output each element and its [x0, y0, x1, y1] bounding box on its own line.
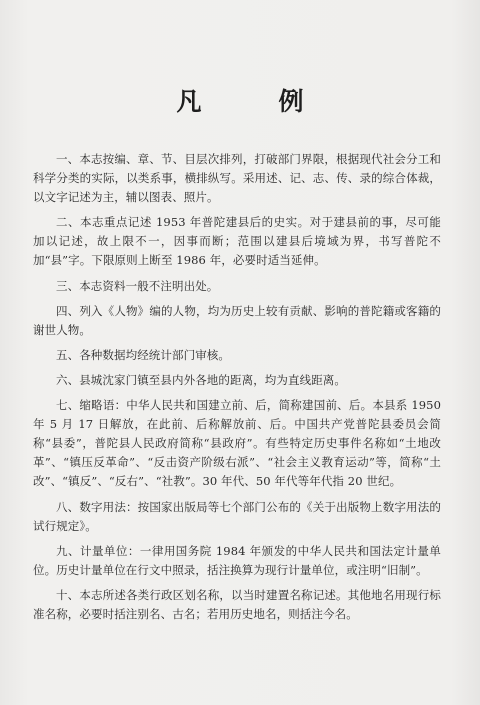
paragraph-6: 六、县城沈家门镇至县内外各地的距离，均为直线距离。 [56, 372, 346, 387]
paragraph-5: 五、各种数据均经统计部门审核。 [56, 347, 230, 362]
paragraph-3: 三、本志资料一般不注明出处。 [56, 278, 219, 293]
page-title: 凡 例 [176, 87, 330, 116]
paragraph-9: 九、计量单位：一律用国务院 1984 年颁发的中华人民共和国法定计量单位。历史计量单位在行文中照录，括注换算为现行计量单位，或注明“旧制”。 [33, 543, 441, 577]
paragraph-4: 四、列入《人物》编的人物，均为历史上较有贡献、影响的普陀籍或客籍的谢世人物。 [33, 303, 441, 337]
paragraph-7: 七、缩略语：中华人民共和国建立前、后，简称建国前、后。本县系 1950 年 5 月 17 日解放，在此前、后称解放前、后。中国共产党普陀县委员会简称“县委”，普陀县人民政府简称“县政府”。有些特定历史事件名称如“土地改革”、“镇压反革命”、“反击资产阶级右派”、“社会主义教育运动”等，简称“土改”、“镇反”、“反右”、“社教”。30 年代、50 年代等年代指 20 世纪。 [33, 398, 441, 489]
document-body [33, 150, 441, 630]
paragraph-8: 八、数字用法：按国家出版局等七个部门公布的《关于出版物上数字用法的试行规定》。 [33, 499, 441, 533]
paragraph-1: 一、本志按编、章、节、目层次排列，打破部门界限，根据现代社会分工和科学分类的实际，以类系事，横排纵写。采用述、记、志、传、录的综合体裁，以文字记述为主，辅以图表、照片。 [33, 152, 441, 205]
paragraph-10: 十、本志所述各类行政区划名称，以当时建置名称记述。其他地名用现行标准名称，必要时括注别名、古名；若用历史地名，则括注今名。 [33, 587, 441, 621]
paragraph-2: 二、本志重点记述 1953 年普陀建县后的史实。对于建县前的事，尽可能加以记述，故上限不一，因事而断；范围以建县后境域为界，书写普陀不加“县”字。下限原则上断至 1986 年，必要时适当延伸。 [33, 215, 441, 268]
